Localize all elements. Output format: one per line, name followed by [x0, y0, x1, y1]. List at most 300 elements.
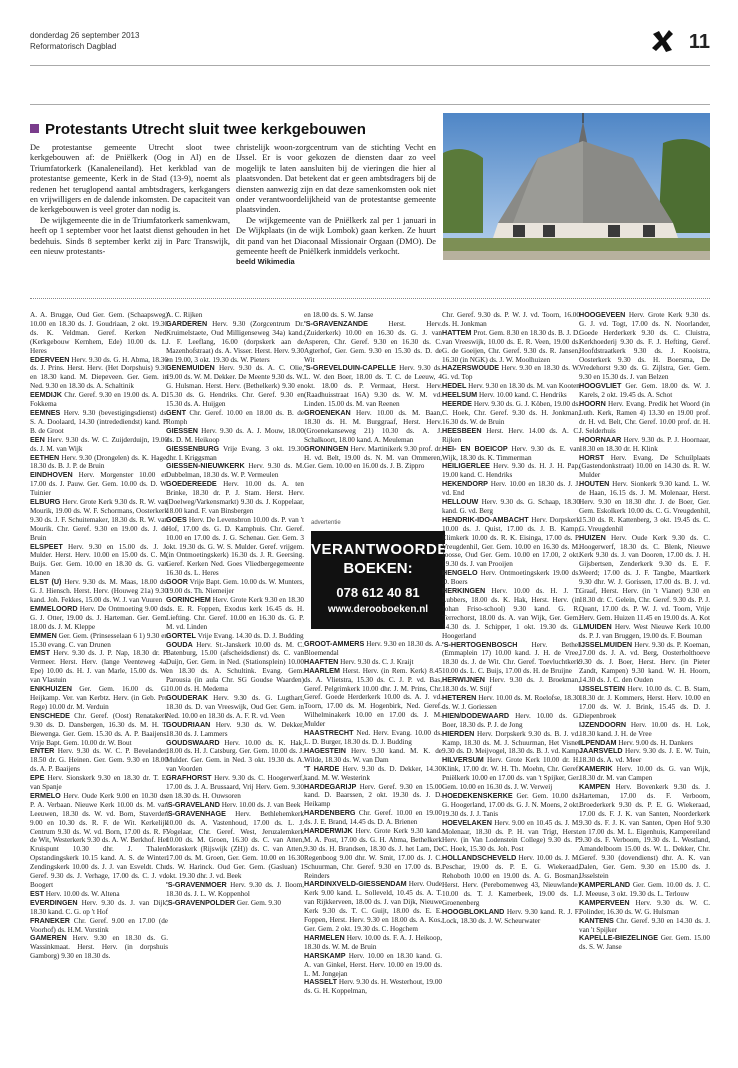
masthead-text: [30, 30, 139, 52]
place-name: GIESSEN-NIEUWKERK: [166, 461, 245, 471]
service-entry: [166, 881, 304, 899]
service-details: Herst. Herv. (in Rem. Kerk) 8.45 ds. A. Vlietstra, 15.30 ds. C. J. P. vd. Bas, Geref. Pelgrimkerk 10.00 dhr. J. M. Prins, Chr. Geref. Goede Herderkerk 10.00 ds. A. J. vd. Toorn, 17.00 ds. M. Hogenbirk, Ned. Geref. Wilhelminakerk 10.00 en 17.00 ds. J. M. Mulder: [304, 666, 442, 729]
service-details: Herv. De Ontmoeting 9.00 ds. G. J. Otter, 19.00 ds. J. Harteman. Ger. Gem. 18.00 ds. J. M. Kleppe: [30, 604, 168, 631]
service-details: Herv. 10.00 ds. G. van Wijk, 18.30 dr. M. van Campen: [579, 765, 710, 783]
service-details: Herv. 9.30 ds. J. Broekman, 18.30 ds. W. Stijf: [442, 676, 580, 694]
service-entry: [304, 364, 442, 409]
service-entry: [579, 765, 710, 783]
service-details: Herv. 10.00 en 18.30 kand. G. A. van Ginkel, Herst. Herv. 10.00 en 19.00 ds. L. M. Jongejan: [304, 951, 442, 978]
service-details: Chr. Geref. 9.30 ds. P. W. J. vd. Toorn, 16.00 ds. H. Jonkman: [442, 311, 580, 328]
service-entry: [30, 605, 168, 632]
service-entry: [30, 391, 168, 409]
services-column-5: [579, 311, 710, 1041]
service-entry: [166, 427, 304, 445]
service-details: Herv. Bethlehemkerk 10.00 ds. A. Vastenhoud, 17.00 ds. L. J. Vogelaar, Chr. Geref. West, Jeruzalemkerk 10.00 ds. M. Groen, 16.30 ds. C. van Atten, Moraskerk (Rijswijk (ZH)) ds. C. van Atten, 17.00 ds. M. Groen, Ger. Gem. 10.00 en 16.30 ds. W. Harinck. Oud Ger. Gem. (Gasluan) 1 okt. 19.30 dhr. J. vd. Beek: [166, 809, 304, 881]
service-entry: [579, 382, 710, 400]
photo-credit: beeld Wikimedia: [236, 257, 295, 267]
place-name: GRONINGEN: [304, 443, 349, 453]
service-entry: [579, 783, 710, 881]
article-paragraph: De protestantse gemeente Utrecht sloot twee kerkgebouwen af: de Pniëlkerk (Oog in Al) en de Triumfatorkerk (Kanaleneiland). Het kerkblad van de protestantse gemeente, Kerk in de Stad (13-9), noemt als redenen het teruglopend aantal ambtsdragers, kerkgangers en vrijwilligers en de dalende inkomsten. De capaciteit van de kerkgebouwen is veel groter dan nodig is.: [30, 143, 230, 215]
service-details: Chr. Geref. 10.00 en 19.00 ds. J. E. Brand, 14.45 ds. D. A. Brienen: [304, 809, 442, 827]
service-details: Vrije Evang. 14.30 ds. D. J. Budding: [197, 631, 304, 640]
service-entry: [304, 729, 442, 747]
place-name: LMUIDEN: [579, 621, 612, 631]
place-name: EVERDINGEN: [30, 897, 78, 907]
service-details: Herv. 9.30 ds. M. Dubbelman, 18.30 ds. W. P. Vermeulen: [166, 462, 304, 480]
service-details: Herv. 9.30 kand. M. K. de Wilde, 18.30 ds. W. van Dam: [304, 746, 442, 764]
service-details: Chr. Geref. 9.00 en 17.00 (de Voorhof) ds. H.M. Vorstink: [30, 916, 168, 934]
service-details: Prot. Gem. 8.30 en 18.30 ds. B. J. D. van Vreeswijk, 10.00 ds. E. R. Veen, 19.00 ds. G. de Goeijen, Chr. Geref. 9.30 ds. R. Jansen, 16.30 (in NGK) ds. J. W. Moolhuizen: [442, 328, 580, 364]
place-name: ERMELO: [30, 790, 61, 800]
service-details: Herv. 9.30 ds. H. Westerhout, 19.00 ds. G. H. Koppelman,: [304, 978, 442, 996]
service-details: Herv. 9.30 ds. A. J. Mouw, 18.00 ds. D. M. Heikoop: [166, 426, 304, 444]
service-entry: [579, 747, 710, 765]
service-entry: [442, 792, 580, 819]
service-entry: [442, 587, 580, 640]
masthead: [30, 30, 710, 62]
service-details: Herv. 9.30 en 18.30 ds. W. G. vd. Top: [442, 364, 580, 382]
service-entry: [442, 641, 580, 677]
services-column-3-top: [304, 311, 442, 511]
rd-cross-logo-icon: [650, 28, 676, 54]
service-entry: [442, 854, 580, 907]
place-name: EEMDIJK: [30, 390, 62, 400]
service-details: Herv. 9.30 ds. J. van Dijk, 18.30 kand. C. G. op 't Hof: [30, 898, 168, 916]
service-details: Herv. 10.00 ds. J. van Beek: [221, 800, 301, 809]
service-details: Herv. De Levensbron 10.00 ds. P. van 't Hof, 17.00 ds. G. D. Kamphuis. Chr. Geref. 10.00 en 17.00 ds. J. G. Schenau. Ger. Gem. 3 okt. 19.30 ds. G. W. S. Mulder. Geref. vrijgem. (in Ontmoetingskerk) 16.30 ds. J. R. Geersing. Geref. Kerken Ned. Goes Vliedbergegemeente 16.30 ds. L. Heres: [166, 515, 304, 578]
service-entry: [304, 952, 442, 979]
place-name: GOUDRIAAN: [166, 719, 211, 729]
service-details: Herv. 9.30 en 18.30 ds. A. Bloemendal: [304, 640, 442, 657]
place-name: GORTEL: [166, 630, 196, 640]
service-details: Herv. 9.30 ds. P. J. Hoornaar, 18.30 en 18.30 dr. H. Klink: [579, 435, 710, 453]
place-name: HOEVELAKEN: [442, 817, 492, 827]
service-entry: [304, 747, 442, 765]
service-details: Herv. 9.30 ds. D. Dekker, 14.30 kand. M. W. Westerink: [304, 764, 442, 782]
place-name: EETHEN: [30, 452, 60, 462]
service-details: Herv. 9.30 ds. G. J. Köben, 19.00 ds. C. Hoek, Chr. Geref. 9.30 ds. H. Jonkman, 16.30 ds. W. de Bruin: [442, 400, 580, 426]
service-entry: [166, 320, 304, 365]
service-entry: [30, 712, 168, 748]
service-details: Chr. Geref. (Oost) Renatakerk 9.30 ds. D. Dansbergen, 16.30 ds. M. H. T. Biewenga. Ger. Gem. 15.30 ds. A. P. Baaijens. Vrije Bapt. Gem. 10.00 dr. W. Bout: [30, 711, 168, 747]
service-details: A. A. Brugge, Oud Ger. Gem. (Schaapsweg) 10.00 en 18.30 ds. J. Goudriaan, 2 okt. 19.30 ds. K. Veldman. Geref. Kerken Ned. (Kerkgebouw Kernhem, Ede) 10.00 ds. L. Heres: [30, 311, 168, 355]
place-name: EMMELOORD: [30, 603, 78, 613]
service-details: Ger. Gem. 16.00 ds. G. Heijkamp. Ver. van Kerbtz. Herv. (in Geb. Pro Rege) 10.00 dr. M. Verduin: [30, 685, 168, 711]
service-entry: [579, 899, 710, 917]
service-entry: [579, 934, 710, 952]
place-name: GROENEKAN: [304, 407, 351, 417]
service-details: Herv. 9.30 en 18.30 ds. M. van Kooten: [468, 382, 580, 391]
place-name: ENTER: [30, 746, 55, 756]
place-name: EMMEN: [30, 630, 57, 640]
service-details: Herv. Oude Kerk 9.00 kand. L. Solleveld, 10.45 ds. A. T. van Rijkkerveen, 18.00 ds. J. van Dijk, Nieuwe Kerk 9.30 ds. T. C. Guijt, 18.00 ds. E. E. Foppen, Herst. Herv. 9.30 en 18.00 ds. A. Kos, Ger. Gem. 2 okt. 19.30 ds. C. Hogchem: [304, 880, 442, 933]
place-name: 'S-HERTOGENBOSCH: [442, 639, 518, 649]
place-name: HARDEGARIJP: [304, 781, 357, 791]
service-details: Herv. 10.00 kand. C. Hendriks: [478, 391, 567, 400]
services-column-2: [166, 311, 304, 1041]
ad-url[interactable]: www.derooboeken.nl: [327, 604, 429, 615]
place-name: KAMPERLAND: [579, 880, 631, 889]
place-name: HUIZEN: [579, 532, 606, 542]
place-name: 'S-GRAVELAND: [166, 799, 220, 809]
place-name: 'S-GRAVENHAGE: [166, 808, 226, 818]
service-details: Herv. 9.30 ds. E. van Wijk, 18.30 ds. K. Timmerman: [442, 444, 580, 462]
place-name: EST: [30, 888, 44, 898]
service-entry: [579, 721, 710, 739]
place-name: 'S-GREVELDUIN-CAPELLE: [304, 363, 396, 373]
place-name: HEILIGERLEE: [442, 461, 490, 471]
place-name: HAZERSWOUDE: [442, 363, 500, 373]
service-entry: [579, 641, 710, 686]
service-entry: [579, 400, 710, 436]
article-column-2: [236, 143, 436, 268]
place-name: GARDEREN: [166, 318, 208, 328]
place-name: KAMPERVEEN: [579, 897, 630, 907]
place-name: ENSCHEDE: [30, 710, 70, 720]
service-details: Herv. Ontmoetingskerk 19.00 ds. D. Boers: [442, 569, 580, 587]
service-details: Herv. 9.30 ds. W. C. Zuijderduijn, 19.00 ds. J. M. van Wijk: [30, 435, 168, 453]
service-entry: [442, 427, 580, 445]
service-entry: [30, 543, 168, 579]
header-rule: [30, 65, 710, 66]
service-entry: [166, 721, 304, 739]
service-details: Herv. 10.00 ds. W. Altena: [45, 889, 120, 898]
service-entry: [442, 480, 580, 498]
service-details: Chr. Geref. 9.30 en 19.00 ds. A. D. Fokkema: [30, 391, 168, 409]
place-name: GOES: [166, 514, 187, 524]
service-details: Herv. 10.00 ds. G. Boer, 18.30 ds. P. J. de Jong: [442, 711, 580, 729]
service-details: Herv. Dorpskerk 10.00 ds. J. Quist, 17.00 ds. J. B. Kamp, Elimkerk 10.00 ds. R. K. Eisinga, 17.00 ds. P. Vreugdenhil, Ger. Gem. 10.00 en 16.30 ds. M. Joosse, Oud Ger. Gem. 10.00 en 17.00, 2 okt. 19.30 ds. J. van Prooijen: [442, 515, 580, 569]
service-details: Herv. 9.30 ds. P. Koeman, 17.00 ds. J. A. vd. Berg, Oosterholthoeve 9.30 ds. J. Boer, Herst. Herv. (in Pieter Zandt, Kampen) 9.30 kand. W. H. Hoorn, 14.30 ds. J. C. den Ouden: [579, 640, 710, 685]
service-entry: [304, 640, 442, 658]
service-entry: [166, 445, 304, 463]
service-details: Herv. 9.30 ds. M. Maas, 18.00 ds. G. J. Hiensch. Herst. Herv. (Houweg 21a) 9.30 kand. Joh. Fekkes, 15.00 ds. W. J. van Vuuren: [30, 578, 168, 604]
service-entry: [166, 774, 304, 801]
service-entry: [304, 320, 442, 365]
service-entry: [30, 917, 168, 935]
service-entry: [304, 409, 442, 445]
service-entry: [166, 596, 304, 632]
ad-phone: 078 612 40 81: [336, 585, 420, 600]
service-details: Herv. 9.30 ds. G. Lugthart, 18.30 ds. D. van Vreeswijk, Oud Ger. Gem. in Ned. 10.00 en 18.30 ds. A. F. R. vd. Veen: [166, 693, 304, 720]
place-name: HOOGBLOKLAND: [442, 906, 505, 916]
place-name: GORINCHEM: [166, 595, 211, 604]
place-name: EEMNES: [30, 407, 61, 417]
service-entry: [304, 827, 442, 880]
place-name: HOUTEN: [579, 479, 610, 489]
service-entry: [579, 311, 710, 382]
place-name: EPE: [30, 773, 45, 783]
service-entry: [166, 578, 304, 596]
service-details: Herst. Herv. (Zuiderkerk) 10.00 en 16.30 ds. G. J. van Asperen, Chr. Geref. 9.30 en 16.30 ds. C. Agterhof, Ger. Gem. 9.30 en 15.30 ds. D. de Wit: [304, 319, 442, 364]
service-details: Herv. Bovenkerk 9.30 ds. J. Harteman, 17.00 ds. F. Verboom, Broederkerk 9.30 ds. P. E. G. Wiekeraad, 17.00 ds. F. J. K. van Santen, Noorderkerk 9.30 ds. F. J. K. van Santen, Open Hof 9.30 en 17.00 ds. M. L. Eigenhuis, Kampereiland 9.30 ds. F. Verboom, 19.30 ds. L. Westland, Amandelboom 15.00 ds. W. L. Dekker, Chr. Geref. 9.30 (dovendienst) dhr. A. K. van Dalen, Ger. Gem. 9.30 en 15.00 ds. J. IJsselstein: [579, 783, 710, 881]
place-name: GOUDERAK: [166, 692, 208, 702]
place-name: HEDEL: [442, 381, 467, 391]
service-details: Vrije Bapt. Gem. 10.00 ds. W. Munters, 19.00 ds. Th. Niemeijer: [166, 578, 304, 596]
place-name: EINDHOVEN: [30, 470, 73, 480]
service-details: Herv. 9.30 ds. J. P. Nap, 18.30 dr. P. Vermeer. Herst. Herv. (lange Veenteweg 4a, Epe) 10.00 ds. H. J. van Marle, 15.00 ds. W. van Vlastuin: [30, 649, 168, 685]
place-name: HARSKAMP: [304, 950, 346, 960]
place-name: IJSSELMUIDEN: [579, 639, 633, 649]
service-details: Herv. 10.00 ds. J. M. Peschar, 19.00 ds. P. E. G. Wiekeraad, Rehoboth 10.00 en 19.00 ds. A. G. Bosman, Herst. Herv. (Perebomenweg 43, Nieuwlande) 10.00 ds. T. J. Kamerbeek, 19.00 ds. L. Groenenberg: [442, 854, 580, 907]
service-entry: [166, 462, 304, 480]
service-entry: [442, 908, 580, 926]
service-entry: [304, 765, 442, 783]
service-entry: [442, 445, 580, 463]
service-details: Vrije Evang. 3 okt. 19.30 dhr. I. Kriggsman: [166, 444, 304, 462]
service-details: Herst. Herv. 14.00 ds. A. C. Rijken: [442, 426, 580, 444]
article-paragraph: De wijkgemeente die in de Triumfatorkerk samenkwam, heeft op 1 september voor het laatst dienst gehouden in het bedehuis. Sinds 8 september kerkt zij in Parc Transwijk, een nieuw protestants-: [30, 215, 230, 257]
service-details: Herv. 10.00 ds. F. A. J. Heikoop, 18.30 ds. W. M. de Bruin: [304, 933, 442, 951]
service-entry: [579, 534, 710, 623]
service-details: Herv. 9.30 ds. C. Hoogerwerf, 17.00 ds. J. A. Brussaard, Vrij Herv. Gem. 9.30 en 18.30 ds. H. Ouwsoren: [166, 774, 304, 800]
place-name: HENGELO: [442, 568, 478, 578]
advertisement[interactable]: [311, 531, 448, 629]
place-name: GOOR: [166, 577, 188, 587]
service-entry: [166, 364, 304, 409]
service-details: A. C. Rijken: [166, 311, 203, 319]
service-entry: [442, 400, 580, 427]
paper-name: Reformatorisch Dagblad: [30, 42, 117, 51]
place-name: HASSELT: [304, 977, 338, 987]
service-details: Herv. 9.30 ds. J. E. W. Tuin, 18.30 ds. A. vd. Meer: [579, 747, 710, 765]
service-entry: [442, 819, 580, 855]
place-name: HAASTRECHT: [304, 728, 354, 738]
service-details: Herv. 9.30 en 15.00 ds. J. J. Mulder. Herst. Herv. 10.00 en 15.00 ds. C. M. Buijs. Ger. Gem. 10.00 en 18.30 ds. G. van Manen: [30, 542, 168, 578]
place-name: GOUDA: [166, 639, 193, 649]
service-entry: [166, 810, 304, 881]
place-name: HIEN/DODEWAARD: [442, 710, 510, 720]
service-entry: [30, 454, 168, 472]
ad-line: BOEKEN:: [343, 560, 413, 577]
service-entry: [166, 409, 304, 427]
service-entry: [579, 480, 710, 533]
place-name: HOORNAAR: [579, 434, 622, 444]
service-details: Herv. 9.30 ds. G. H. Abma, 18.30 ds. J. Prins. Herst. Herv. (Het Dorpshuis) 9.30 en 18.30 kand. M. Diepeveen. Ger. Gem. in Ned. 9.30 en 18.30 ds. A. Schaltinik: [30, 355, 168, 391]
service-details: Herv. Grote Kerk 9.30 en 18.30 ds. E. R. Foppen, Exodus kerk 16.45 ds. H. Liefting. Chr. Geref. 10.00 en 16.30 ds. G. P. M. vd. Linden: [166, 596, 304, 631]
service-entry: [30, 747, 168, 774]
service-entry: [579, 436, 710, 454]
issue-date: donderdag 26 september 2013: [30, 31, 140, 40]
service-details: Herv. 9.30 (Zorgcentrum Dr. Kruimelstaete, Oud Milligenseweg 34a) kand. J. F. Leeflang, 16.00 (dorpskerk aan de Mazenhofstraat) ds. A. Visser. Herst. Herv. 9.30 en 19.00, 3 okt. 19.30 ds. W. Pieters: [166, 319, 304, 364]
service-details: Chr. Geref. 10.00 en 18.00 ds. B. de Romph: [166, 408, 304, 426]
place-name: ILPENDAM: [579, 737, 617, 747]
service-entry: [579, 454, 710, 481]
service-entry: [442, 462, 580, 480]
place-name: HATTEM: [442, 327, 472, 337]
service-details: Herv. Oude Kerk 9.00 en 10.30 ds. P. A. Verbaan. Nieuwe Kerk 10.00 ds. M. van Leeuwen, 18.30 ds. W. vd. Born, Staverden 9.00 en 10.30 ds. R. F. de Wit. Kerkelijk Centrum 9.30 ds. W. vd. Born, 17.00 ds. R. F. de Wit, Westerkerk 9.30 ds. A. W. Berkhof. Het Kruispunt 10.30 dhr. J. Thalen. Opstandingskerk 10.15 kand. A. S. de Winter. Zendingskerk 10.00 ds. J. J. van Esveldt. Chr. Geref. 9.30 ds. J. Verhage, 17.00 ds. C. J. vd. Boogert: [30, 791, 168, 889]
service-details: Herv. 9.30 ds. W. C. P. Bevelander, 18.50 dr. G. Heinen. Ger. Gem. 9.30 en 18.00 ds. A. P. Baaijens: [30, 747, 168, 774]
place-name: FRANEKER: [30, 915, 70, 925]
service-details: Herv. Martinikerk 9.30 prof. dr. H. vd. Belt, 19.00 ds. N. M. van Ommeren, Ger. Gem. 10.00 en 16.00 ds. J. B. Zippro: [304, 444, 442, 471]
service-entry: [166, 739, 304, 775]
place-name: GIESSEN: [166, 425, 198, 435]
service-details: Ger. Gem. 10.00 ds. G. Hoogerland, 17.00 ds. G. J. N. Moens, 2 okt. 19.30 ds. J. J. Tanis: [442, 791, 580, 818]
service-details: Herv. Sionskerk 9.30 en 18.30 dr. T. E. van Spanje: [30, 774, 168, 792]
place-name: HELLOUW: [442, 497, 479, 507]
service-details: Herv. Grote Kerk 9.30 kand. M. A. Post, 17.00 ds. G. H. Abma, Bethelkerk 9.30 ds. H. Brandsen, 18.30 ds. J. het Lam, De Regenboog 9.00 dhr. W. Smit, 17.00 ds. J. C. Schuurman, Chr. Geref. 9.30 en 17.00 ds. B. Reinders: [304, 827, 442, 880]
service-entry: [30, 356, 168, 392]
place-name: 'S-GRAVENMOER: [166, 880, 227, 889]
service-entry: [442, 756, 580, 792]
place-name: HEESBEEN: [442, 425, 482, 435]
place-name: JAARSVELD: [579, 746, 623, 756]
service-details: Herv. 10.00 ds. C. B. Stam, 18.30 dr. J. Kommers, Herst. Herv. 10.00 en 17.00 ds. W. J. Brink, 15.45 ds. D. J. Diepenbroek: [579, 685, 710, 720]
service-entry: [442, 712, 580, 730]
service-details: Herv. Evang. Predik het Woord (in Luth. Kerk, Ramen 4) 13.30 en 19.00 prof. dr. H. vd. Belt, Chr. Geref. 10.00 prof. dr. H. J. Selderhuis: [579, 400, 710, 435]
service-details: Herv. Grote Kerk 9.30 ds. R. W. van Mourik, 19.00 ds. W. F. Schormans, Oosterkerk 9.30 ds. J. F. Schuitemaker, 18.30 ds. R. W. van Mourik. Chr. Geref. 9.30 en 19.00 ds. J. de Bruin: [30, 498, 168, 542]
place-name: 'S-GRAVENZANDE: [304, 318, 368, 328]
service-details: Ger. Gem. 10.00 ds. J. C. J. Meeuse, 3 okt. 19.30 ds. L. Terlouw: [579, 881, 710, 898]
service-details: Herv. 10.00 ds. H. Lok, 18.30 kand. J. H. de Vree: [579, 720, 710, 738]
service-details: Herv. West Nieuwe Kerk 10.00 ds. P. J. van Bruggen, 19.00 ds. F. Bouman: [579, 622, 710, 640]
service-details: Herv. 9.30 (bevestigingsdienst) ds. S. A. Doolaard, 14.30 (intredediendst) kand. P. B. de Groot: [30, 408, 168, 435]
place-name: KANTENS: [579, 915, 614, 925]
place-name: ELST (U): [30, 577, 62, 587]
place-name: HOOGVLIET: [579, 381, 622, 391]
service-details: Chr. Geref. 9.30 en 14.30 ds. J. van 't Spijker: [579, 916, 710, 934]
service-entry: [442, 498, 580, 516]
service-entry: [579, 685, 710, 721]
service-details: Herv. Grote Kerk 9.30 ds. G. J. vd. Togt, 17.00 ds. N. Noorlander, Goede Herderkerk 9.30 ds. C. Cluistra, Kerkhoederij 9.30 ds. F. J. Hefting, Geref. Hoofdstraatkerk 9.30 ds. J. Kooistra, Oosterkerk 9.30 ds. H. Boersma, De Vredehorst 9.30 ds. G. Zijlstra, Ger. Gem. 9.30 en 15.30 ds. J. van Belzen: [579, 311, 710, 382]
place-name: ELBURG: [30, 497, 61, 507]
service-entry: [442, 694, 580, 712]
article-paragraph: christelijk woon-zorgcentrum van de stichting Vecht en IJssel. Er is voor gekozen de diensten daar zo veel mogelijk te laten aansluiten bij de vieringen die hier al plaatsvonden. Dat betekent dat er geen ambtsdragers bij de diensten aanwezig zijn en dat deze samenkomsten ook niet onder verantwoordelijkheid van de protestantse gemeente plaatsvinden.: [236, 143, 436, 215]
service-details: Herv. St.-Janskerk 10.00 ds. M. C. Batenburg, 15.00 (afscheidsdienst) ds. C. van Duijn, Ger. Gem. in Ned. (Stationsplein) 10.00 en 18.30 ds. A. Schultink. Evang. Gem. Parousia (in aula Chr. SG Goudse Waarden) 10.00 ds. H. Medema: [166, 640, 304, 694]
place-name: HORST: [579, 452, 605, 462]
service-entry: [166, 516, 304, 578]
service-entry: [304, 783, 442, 810]
place-name: KAPELLE-BIEZELINGE: [579, 933, 659, 943]
service-entry: [30, 792, 168, 890]
place-name: ENKHUIZEN: [30, 684, 72, 694]
service-entry: [30, 899, 168, 917]
service-entry: [30, 774, 168, 792]
service-details: Herv. Evang. De Schuilplaats (Gastendonkstraat) 10.00 en 14.30 ds. R. W. Mulder: [579, 453, 710, 480]
place-name: IJSSELSTEIN: [579, 684, 625, 694]
service-entry: [442, 311, 580, 329]
section-marker: [30, 124, 39, 133]
service-entry: [442, 730, 580, 757]
place-name: GENT: [166, 407, 186, 417]
service-details: Ger. Gem. 9.30: [236, 898, 281, 907]
place-name: HENDRIK-IDO-AMBACHT: [442, 514, 529, 524]
place-name: GOEDEREEDE: [166, 479, 217, 489]
service-entry: [30, 578, 168, 605]
place-name: HEKENDORP: [442, 479, 488, 489]
place-name: HOLLANDSCHEVELD: [442, 853, 517, 863]
service-entry: [30, 649, 168, 685]
service-entry: [30, 685, 168, 712]
headline-text: Protestants Utrecht sluit twee kerkgebouwen: [45, 121, 366, 138]
church-photo: [443, 113, 710, 260]
service-entry: [304, 880, 442, 933]
place-name: HERWIJNEN: [442, 675, 485, 685]
service-details: Herv. 9.30 ds. J. Iloom, 18.30 ds. J. L. W. Koppenhol: [166, 881, 304, 898]
article-paragraph: De wijkgemeente van de Pniëlkerk zal per 1 januari in De Wijkplaats (in de wijk Lombok) gaan kerken. Ze huurt dit pand van het Diaconaal Missionair Orgaan (DMO). De gemeente heeft de Pniëlkerk inmiddels verkocht.: [236, 215, 436, 257]
service-details: Herv. 9.30 ds. L. W. den Boer, 18.00 ds. T. C. de Leeuw, 4 okt. 18.00 ds. P. Vermaat, Herst. Herv. (Raadhuisstraat 16A) 9.30 ds. W. M. vd. Linden. 15.00 ds. M. van Reenen: [304, 364, 442, 409]
service-details: Herv. 10.00 ds. K. Hak, 18.00 ds. H. J. Catsburg. Ger. Gem. 10.00 ds. J. Mulder. Ger. Gem. in Ned. 3 okt. 19.30 ds. A. van Voorden: [166, 738, 304, 774]
place-name: HOORN: [579, 399, 606, 409]
article-column-1: [30, 143, 230, 257]
place-name: HETEREN: [442, 692, 477, 702]
place-name: EMST: [30, 648, 50, 658]
service-details: Herv. 10.00 ds. M. Baan, 18.30 ds. H. M. Burggraaf, Herst. Herv. (Groenekanseweg 21) 10.30 ds. A. J. Schalkoort, 18.00 kand. A. Meuleman: [304, 408, 442, 444]
place-name: HOEDEKENSKERKE: [442, 790, 513, 800]
place-name: GENEMUIDEN: [166, 363, 215, 373]
service-details: Herv. Geref. 9.30 en 15.00 kand. D. Baarssen, 2 okt. 19.30 ds. J. D. Heikamp: [304, 782, 442, 809]
service-entry: [442, 329, 580, 365]
service-details: Herv. 9.30 ds. G. Schaap, 18.30 kand. G. vd. Berg: [442, 498, 580, 515]
service-entry: [166, 694, 304, 721]
place-name: HARDINXVELD-GIESSENDAM: [304, 879, 407, 889]
service-details: Herv. 9.00 en 10.45 ds. J. M. Molenaar, 18.30 ds. P. H. van Trigt, Herst. Herv. (in Van Lodenstein College) 9.30 ds. P. C. Hoek, 15.30 ds. Joh. Post: [442, 818, 580, 854]
place-name: KAMPEN: [579, 782, 611, 792]
service-entry: [579, 917, 710, 935]
service-details: Herv. 9.30 ds. W. Dekker, 18.30 ds. J. Lammers: [166, 720, 304, 738]
service-details: Herv. 9.00 ds. H. Dankers: [618, 738, 693, 747]
service-details: Ned. Herv. Evang. 10.00 ds. L. D. Burger, 18.30 ds. D. J. Budding: [304, 729, 442, 746]
place-name: HOOGEVEEN: [579, 311, 626, 319]
service-entry: [442, 364, 580, 382]
service-details: Herv. 9.30 ds. W. C. Polinder, 16.30 ds. W. G. Hulsman: [579, 898, 710, 916]
place-name: EDERVEEN: [30, 354, 70, 364]
place-name: HEELSUM: [442, 390, 478, 400]
service-details: Ger. Gem. 18.00 ds. W. J. Karels, 2 okt. 19.45 ds. A. Schot: [579, 382, 710, 400]
section-rule: [30, 104, 710, 105]
place-name: HEI- EN BOEICOP: [442, 443, 508, 453]
place-name: KAMERIK: [579, 764, 613, 774]
service-details: en 18.00 ds. S. W. Janse: [304, 311, 374, 319]
place-name: GAMEREN: [30, 933, 67, 943]
place-name: GRAFHORST: [166, 773, 212, 783]
service-details: Herv. 10.00 ds. H. J. T. Lubbers, 18.00 ds. K. Hak, Herst. Herv. (in Johan Friso-school) 9.30 kand. G. R. Terrechorst, 18.00 ds. A. van Wijk, Ger. Gem. 14.30 ds. J. Schipper, 1 okt. 19.30 ds. G. Hoogerland: [442, 587, 580, 640]
place-name: GIESSENBURG: [166, 443, 220, 453]
place-name: HILVERSUM: [442, 755, 484, 765]
place-name: HAARLEM: [304, 665, 340, 675]
service-details: Herv. Sionkerk 9.30 kand. L. W. de Haan, 16.15 ds. J. M. Molenaar, Herst. Herv. 9.30 en 18.30 dhr. J. de Boer, Ger. Gem. Eskolkerk 10.00 ds. C. G. Vreugdenhil, 15.30 ds. R. Kattenberg, 3 okt. 19.45 ds. C. G. Vreugdenhil: [579, 480, 710, 533]
place-name: HARMELEN: [304, 932, 345, 942]
place-name: 'S-GRAVENPOLDER: [166, 897, 236, 907]
services-column-1: [30, 311, 168, 1041]
service-details: Herv. Dorpskerk 9.30 ds. B. J. vd. Kamp, 18.30 ds. M. J. Schuurman, Het Visnet 9.30 ds. D. Meijvogel, 18.30 ds. B. J. vd. Kamp: [442, 729, 580, 756]
place-name: HAGESTEIN: [304, 745, 346, 755]
service-entry: [442, 516, 580, 569]
service-entry: [442, 569, 580, 587]
place-name: HARDERWIJK: [304, 826, 353, 836]
service-entry: [30, 471, 168, 498]
service-entry: [304, 978, 442, 996]
service-details: Herv. 9.30 (Drongelen) ds. K. Hage, 18.30 ds. B. J. P. de Bruin: [30, 453, 168, 471]
service-details: Herv. 9.30 en 18.30 ds. G. Wassinkmaat. Herst. Herv. (in dorpshuis Gamborg) 9.30 en 18.30 ds.: [30, 934, 168, 961]
service-details: Herv. Grote Kerk 10.00 dr. H. Klink, 17.00 dr. W. H. Th. Moehn, Chr. Geref. Pniëlkerk 10.00 en 17.00 ds. van 't Spijker, Ger. Gem. 10.00 en 16.30 ds. J. W. Verweij: [442, 756, 580, 792]
service-details: Herv. Morgenster 10.00 en 17.00 ds. J. Pauw. Ger. Gem. 10.00 ds. D. W. Tuinier: [30, 471, 168, 498]
service-entry: [304, 934, 442, 952]
service-entry: [166, 641, 304, 694]
service-entry: [30, 498, 168, 543]
services-column-3-bottom: [304, 640, 442, 1040]
page-number: 11: [688, 31, 710, 53]
ad-label: advertentie: [311, 520, 341, 526]
place-name: IJZENDOORN: [579, 719, 627, 729]
place-name: HARDENBERG: [304, 808, 356, 818]
place-name: HIERDEN: [442, 728, 475, 738]
service-details: Herv. 9.30 kand. R. J. F. Lock, 18.30 ds. J. W. Scheurwater: [442, 907, 580, 925]
place-name: GROOT-AMMERS: [304, 640, 365, 648]
service-details: Herv. 9.30 ds. H. J. H. Pap, 19.00 kand. C. Hendriks: [442, 462, 580, 480]
place-name: HERKINGEN: [442, 586, 486, 596]
services-column-4: [442, 311, 580, 1041]
